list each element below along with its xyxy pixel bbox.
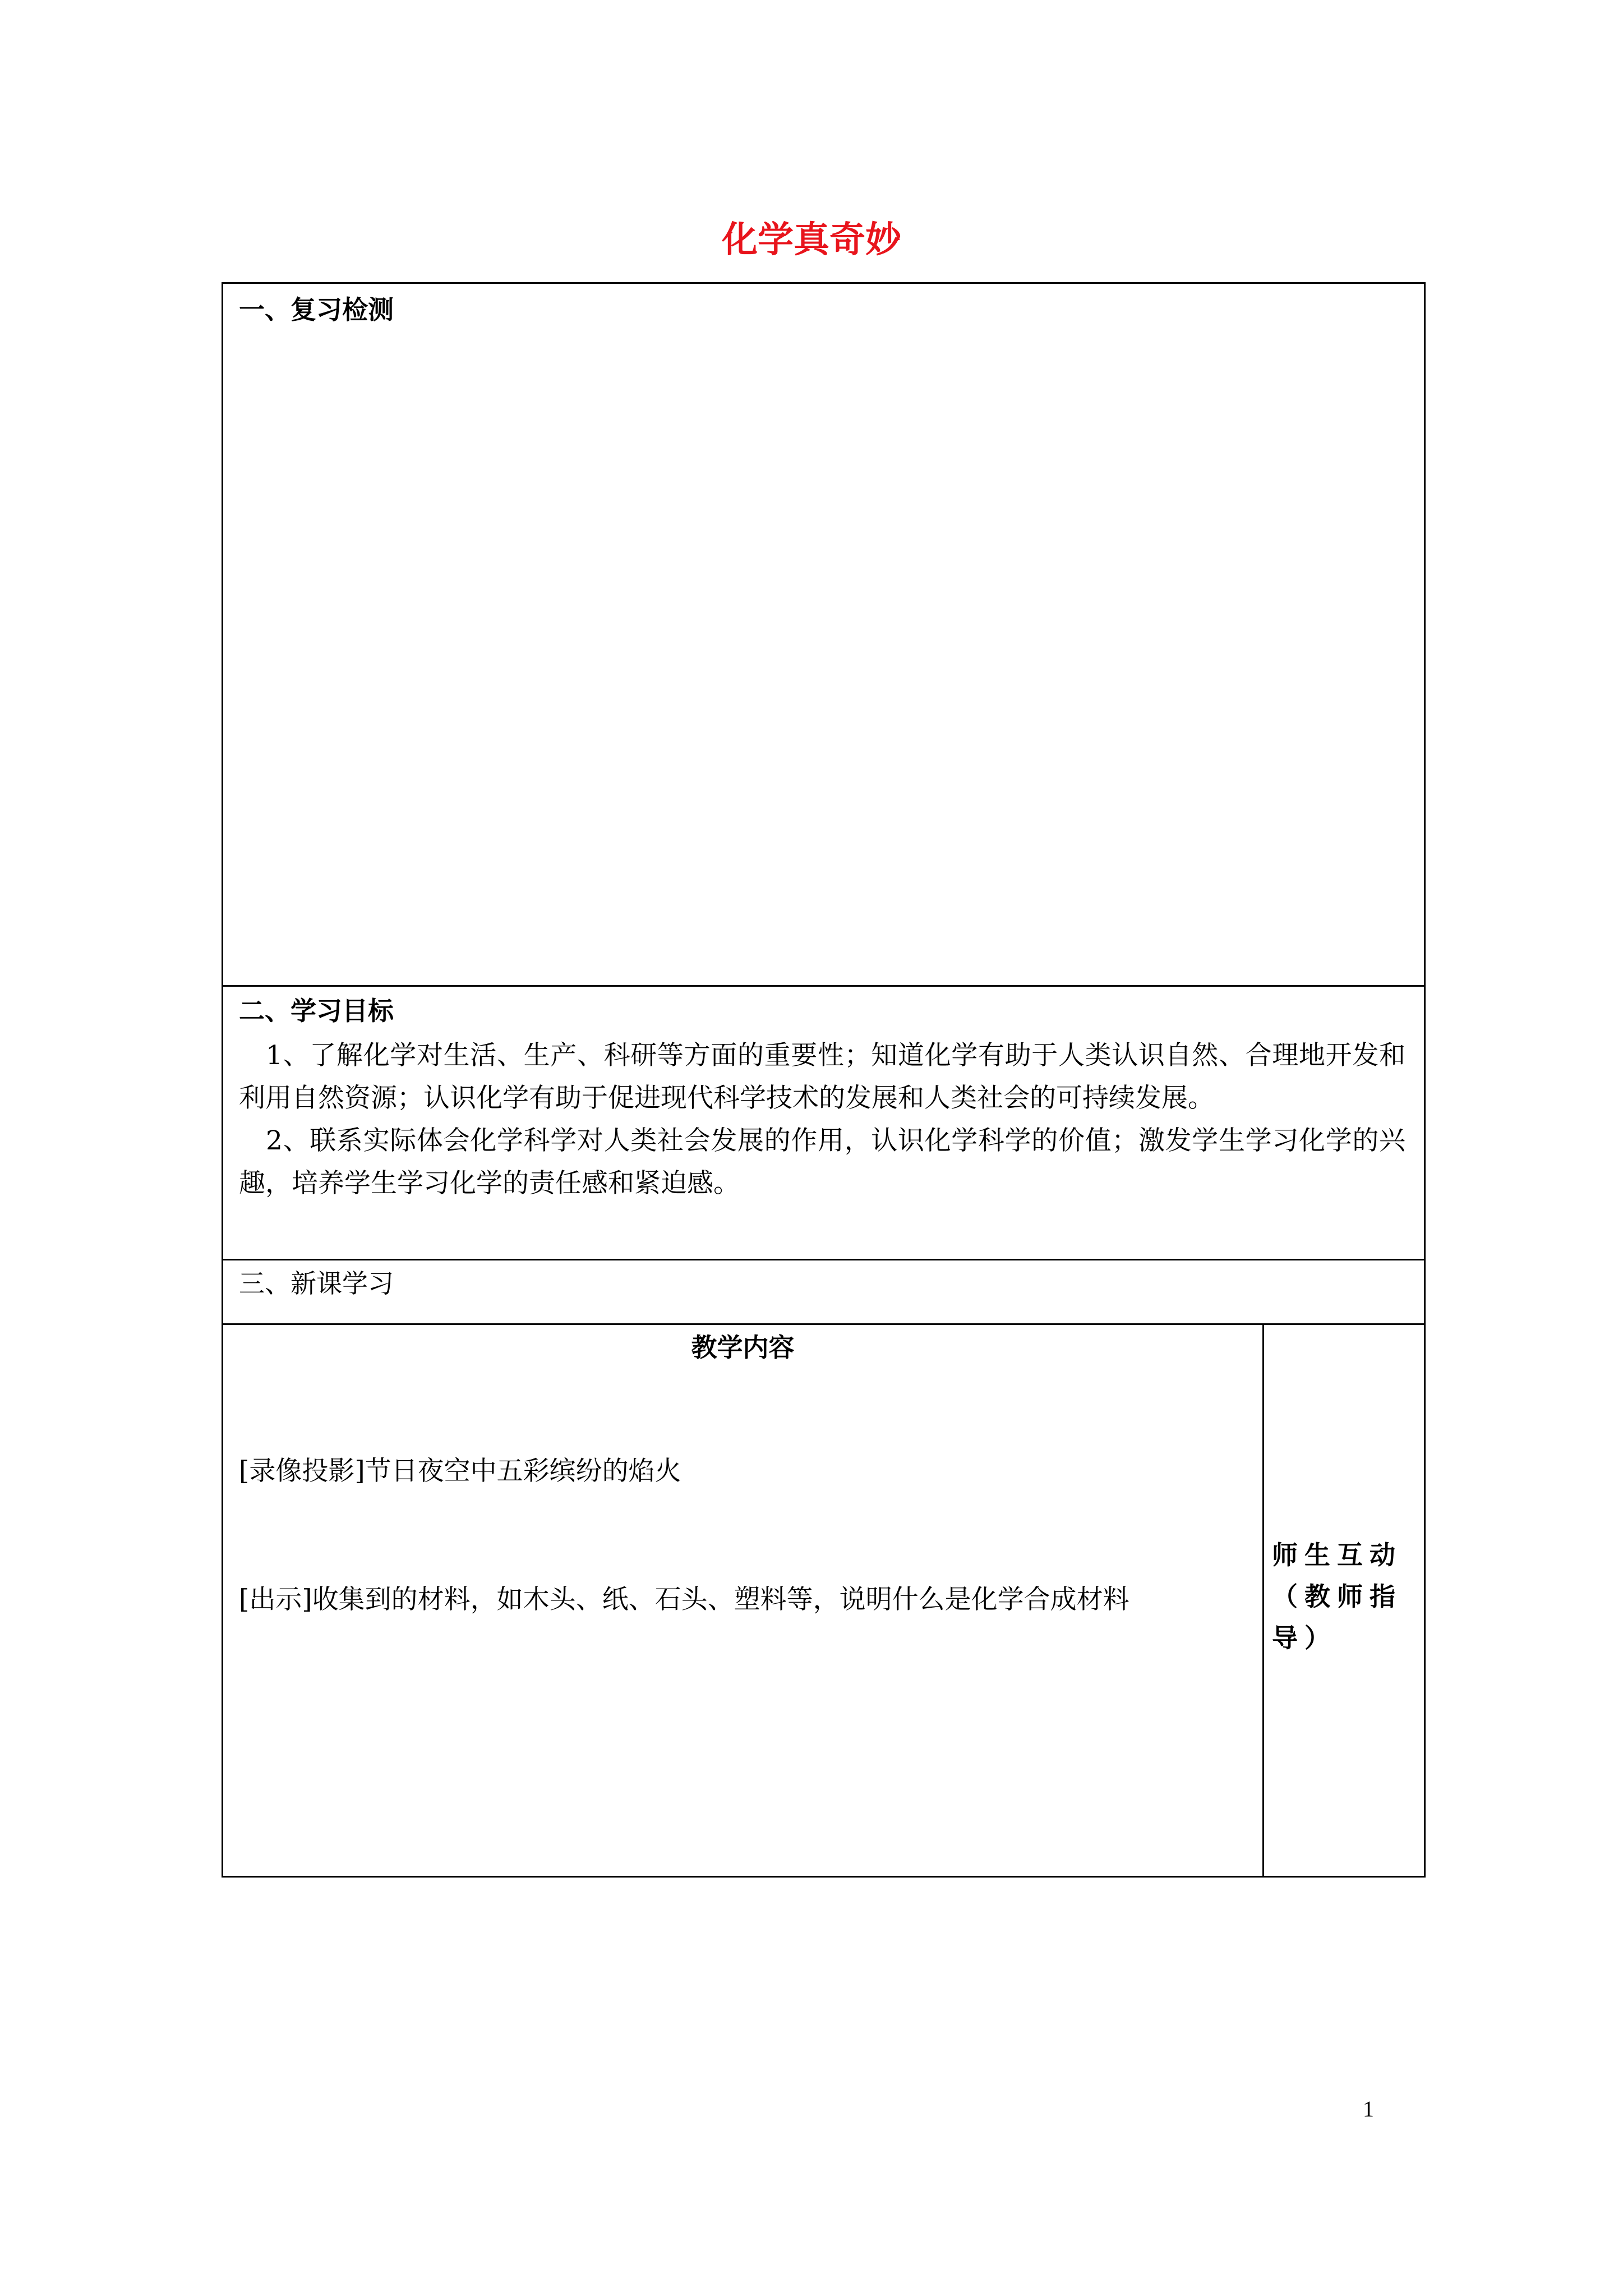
teacher-student-interaction-label: 师生互动（教师指导） bbox=[1272, 1540, 1402, 1653]
divider bbox=[223, 1259, 1424, 1260]
document-title: 化学真奇妙 bbox=[722, 219, 901, 261]
content-line: [录像投影]节日夜空中五彩缤纷的焰火 bbox=[239, 1456, 681, 1487]
new-lesson-heading: 三、新课学习 bbox=[239, 1268, 394, 1299]
column-divider bbox=[1262, 1323, 1264, 1878]
teaching-content-header: 教学内容 bbox=[691, 1332, 795, 1363]
objective-item: 1、了解化学对生活、生产、科研等方面的重要性；知道化学有助于人类认识自然、合理地开发和利用自然资源；认识化学有助于促进现代科学技术的发展和人类社会的可持续发展。 bbox=[239, 1040, 1405, 1114]
divider bbox=[223, 1323, 1424, 1325]
objectives-heading: 二、学习目标 bbox=[239, 996, 394, 1026]
lesson-table bbox=[222, 282, 1426, 1878]
review-heading: 一、复习检测 bbox=[239, 295, 394, 325]
objective-item: 2、联系实际体会化学科学对人类社会发展的作用，认识化学科学的价值；激发学生学习化学的兴趣，培养学生学习化学的责任感和紧迫感。 bbox=[239, 1125, 1405, 1199]
page-number: 1 bbox=[1363, 2096, 1374, 2122]
divider bbox=[223, 985, 1424, 987]
content-line: [出示]收集到的材料，如木头、纸、石头、塑料等，说明什么是化学合成材料 bbox=[239, 1584, 1129, 1615]
